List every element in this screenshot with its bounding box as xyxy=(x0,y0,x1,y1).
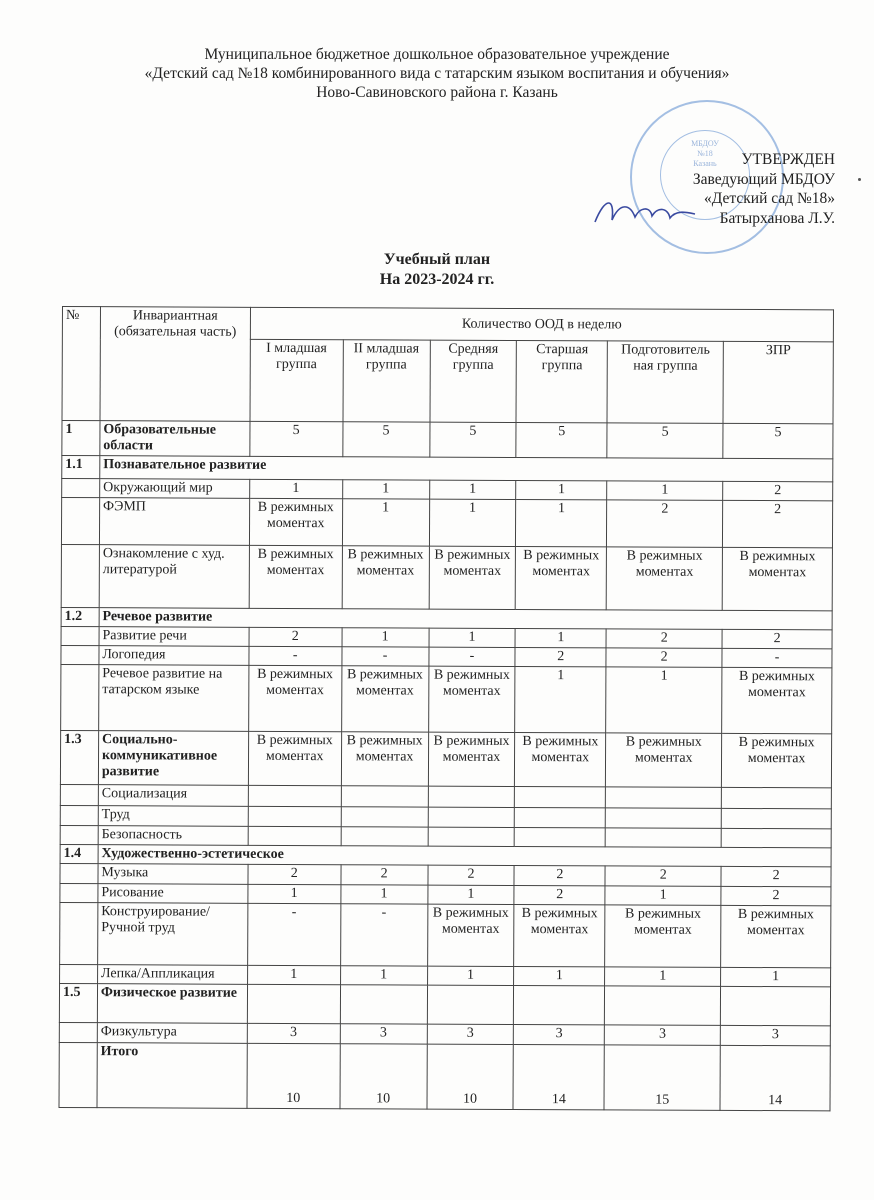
row-name: Физическое развитие xyxy=(97,984,247,1024)
row-value: 1 xyxy=(249,479,342,498)
institution-header xyxy=(0,45,874,102)
row-value: В режимных моментах xyxy=(249,545,342,608)
row-value xyxy=(247,984,340,1023)
row-value: 1 xyxy=(605,967,721,987)
row-value: 5 xyxy=(429,422,516,457)
row-name: Музыка xyxy=(98,864,248,885)
row-name: Образовательные области xyxy=(100,421,250,457)
row-value: 3 xyxy=(605,1025,721,1046)
row-value: 2 xyxy=(723,481,833,500)
row-value: 1 xyxy=(721,967,831,986)
row-name: Физкультура xyxy=(97,1023,247,1044)
row-value: В режимных моментах xyxy=(248,731,341,785)
row-name: Социализация xyxy=(98,785,248,807)
row-value xyxy=(514,985,605,1024)
row-value: 2 xyxy=(514,885,605,904)
row-value: 10 xyxy=(427,1044,514,1109)
row-value: 1 xyxy=(515,666,606,732)
row-number xyxy=(61,626,99,645)
row-value: 1 xyxy=(606,667,722,734)
row-value xyxy=(248,806,341,826)
col-header-group-4: Подготовитель ная группа xyxy=(607,341,723,424)
row-value: - xyxy=(428,647,515,666)
curriculum-table xyxy=(59,306,834,1111)
row-value: В режимных моментах xyxy=(722,733,832,787)
row-value: 5 xyxy=(342,422,429,457)
row-name: Безопасность xyxy=(98,826,248,846)
col-header-name: Инвариантная (обязательная часть) xyxy=(100,307,250,422)
row-value xyxy=(721,808,831,828)
col-header-group-2: Средняя группа xyxy=(430,340,517,422)
row-value: 1 xyxy=(515,628,606,647)
row-value: В режимных моментах xyxy=(429,546,516,609)
row-value: В режимных моментах xyxy=(514,904,605,966)
row-value xyxy=(605,828,721,848)
approval-line-1: УТВЕРЖДЕН xyxy=(741,151,835,168)
row-value: В режимных моментах xyxy=(427,904,514,966)
col-header-group-5: ЗПР xyxy=(723,341,833,423)
row-name: Художественно-эстетическое xyxy=(98,845,831,867)
header-line-3: Ново-Савиновского района г. Казань xyxy=(316,84,558,101)
row-value: В режимных моментах xyxy=(341,732,428,786)
row-value: В режимных моментах xyxy=(515,732,606,786)
row-value: 1 xyxy=(247,965,340,984)
row-value xyxy=(606,787,722,809)
col-header-group: Количество ООД в неделю xyxy=(250,307,833,342)
row-name: Ознакомление с худ. литературой xyxy=(99,545,249,609)
approval-line-3: «Детский сад №18» xyxy=(704,190,835,207)
table-row xyxy=(61,544,832,610)
row-value: 1 xyxy=(341,885,428,904)
row-value: 2 xyxy=(606,648,722,668)
row-number xyxy=(60,784,98,805)
row-value xyxy=(605,986,721,1026)
row-value: 10 xyxy=(340,1044,427,1109)
row-value: 2 xyxy=(605,866,721,887)
row-value: 2 xyxy=(514,865,605,885)
table-row xyxy=(59,1042,830,1110)
row-value: - xyxy=(722,648,832,667)
title-line-2: На 2023-2024 гг. xyxy=(379,271,495,288)
row-value xyxy=(515,786,606,807)
row-value xyxy=(427,985,514,1024)
row-value: В режимных моментах xyxy=(341,666,428,732)
row-value xyxy=(248,826,341,845)
row-value: В режимных моментах xyxy=(249,498,342,545)
row-value: 2 xyxy=(606,629,722,649)
row-value: В режимных моментах xyxy=(721,905,831,967)
row-value: 2 xyxy=(515,647,606,666)
row-value: 5 xyxy=(607,423,723,459)
row-name: Развитие речи xyxy=(99,627,249,647)
col-header-group-1: II младшая группа xyxy=(343,340,430,422)
row-value: 1 xyxy=(342,628,429,647)
row-value: - xyxy=(340,904,427,966)
col-header-group-3: Старшая группа xyxy=(516,340,607,422)
col-header-number: № xyxy=(62,307,100,421)
row-value: В режимных моментах xyxy=(606,547,722,611)
row-name: Познавательное развитие xyxy=(100,456,833,482)
row-number xyxy=(62,479,100,498)
row-value: 2 xyxy=(607,500,723,548)
row-value xyxy=(721,986,831,1025)
row-value: 1 xyxy=(340,966,427,985)
row-value xyxy=(248,785,341,806)
row-value: 14 xyxy=(513,1044,604,1109)
table-row xyxy=(61,498,832,548)
table-row xyxy=(60,730,831,787)
row-value: 1 xyxy=(427,966,514,985)
row-number xyxy=(60,964,98,983)
row-value: 15 xyxy=(604,1045,720,1111)
row-name: Труд xyxy=(98,806,248,827)
row-number: 1.3 xyxy=(60,730,98,784)
row-name: Речевое развитие xyxy=(99,608,832,630)
row-name: Конструирование/Ручной труд xyxy=(98,903,248,966)
row-value xyxy=(428,807,515,827)
row-value: - xyxy=(249,646,342,665)
row-value: В режимных моментах xyxy=(516,546,607,609)
row-value: 5 xyxy=(250,421,343,456)
row-value xyxy=(515,827,606,846)
row-value: 5 xyxy=(723,423,833,458)
row-value: В режимных моментах xyxy=(428,666,515,732)
document-title xyxy=(0,250,874,290)
row-value xyxy=(341,786,428,807)
row-name: ФЭМП xyxy=(99,498,249,546)
row-number: 1.5 xyxy=(59,983,97,1022)
col-header-group-0: I младшая группа xyxy=(250,339,343,421)
row-value: В режимных моментах xyxy=(606,733,722,788)
row-number xyxy=(59,1042,97,1107)
row-value: - xyxy=(247,903,340,965)
row-value: - xyxy=(342,647,429,666)
row-number xyxy=(61,544,99,607)
table-row xyxy=(62,456,833,482)
row-value: 5 xyxy=(516,422,607,457)
row-value: 3 xyxy=(427,1024,514,1044)
row-number xyxy=(60,825,98,844)
header-line-2: «Детский сад №18 комбинированного вида с татарским языком воспитания и обучения» xyxy=(144,65,730,82)
row-name: Лепка/Аппликация xyxy=(97,965,247,985)
row-value: 1 xyxy=(607,481,723,501)
table-row xyxy=(59,983,830,1025)
row-value: 14 xyxy=(720,1045,830,1110)
approval-block xyxy=(690,150,835,228)
row-value xyxy=(606,808,722,829)
row-number xyxy=(61,498,99,545)
row-value: 2 xyxy=(249,627,342,646)
row-value: 1 xyxy=(342,499,429,546)
row-name: Рисование xyxy=(98,884,248,904)
row-value: В режимных моментах xyxy=(342,546,429,609)
signature xyxy=(590,192,700,232)
row-name: Речевое развитие на татарском языке xyxy=(99,665,249,732)
row-value: 3 xyxy=(720,1025,830,1045)
row-value: 1 xyxy=(248,884,341,903)
row-value xyxy=(340,985,427,1024)
row-value: 1 xyxy=(429,499,516,546)
title-line-1: Учебный план xyxy=(383,251,491,268)
row-number xyxy=(61,645,99,664)
row-value: 3 xyxy=(247,1023,340,1043)
official-stamp: МБДОУ №18 Казань xyxy=(630,100,784,254)
row-value: 2 xyxy=(723,500,833,547)
row-value: 2 xyxy=(427,865,514,885)
row-value: 1 xyxy=(516,480,607,499)
row-name: Логопедия xyxy=(99,646,249,666)
row-number xyxy=(61,664,99,730)
row-value xyxy=(721,787,831,808)
row-name: Итого xyxy=(97,1043,247,1109)
row-name: Социально-коммуникативное развитие xyxy=(98,731,248,786)
row-number xyxy=(59,1022,97,1042)
row-value: 1 xyxy=(429,628,516,647)
row-value: 2 xyxy=(248,864,341,884)
scan-speck xyxy=(858,178,861,181)
row-value: 3 xyxy=(340,1024,427,1044)
row-number: 1.2 xyxy=(61,607,99,626)
row-name: Окружающий мир xyxy=(100,479,250,499)
table-row xyxy=(62,421,833,459)
row-value: 2 xyxy=(721,886,831,905)
row-value: В режимных моментах xyxy=(722,667,832,733)
row-value xyxy=(721,828,831,847)
row-value: 1 xyxy=(429,480,516,499)
row-value xyxy=(428,827,515,846)
row-value: 2 xyxy=(341,865,428,885)
row-value xyxy=(428,786,515,807)
row-value: 3 xyxy=(514,1024,605,1044)
row-number xyxy=(60,805,98,825)
approval-line-4: Батырханова Л.У. xyxy=(719,209,835,227)
row-number xyxy=(60,883,98,902)
row-value: В режимных моментах xyxy=(248,665,341,731)
row-number xyxy=(60,902,98,964)
row-value: В режимных моментах xyxy=(428,732,515,786)
row-number xyxy=(60,863,98,883)
row-value: 1 xyxy=(342,480,429,499)
approval-line-2: Заведующий МБДОУ xyxy=(692,170,835,188)
row-number: 1 xyxy=(62,421,100,456)
row-number: 1.4 xyxy=(60,844,98,863)
row-value: 1 xyxy=(516,499,607,546)
row-number: 1.1 xyxy=(62,456,100,479)
table-row xyxy=(60,902,831,967)
row-value: 10 xyxy=(247,1043,340,1108)
row-value: 1 xyxy=(514,966,605,985)
table-row xyxy=(61,664,832,733)
row-value xyxy=(341,807,428,827)
row-value: В режимных моментах xyxy=(722,547,832,610)
row-value: 1 xyxy=(605,886,721,906)
header-line-1: Муниципальное бюджетное дошкольное образовательное учреждение xyxy=(204,46,670,63)
row-value: 1 xyxy=(427,885,514,904)
row-value xyxy=(515,807,606,827)
row-value: 2 xyxy=(722,629,832,648)
row-value xyxy=(341,827,428,846)
row-value: 2 xyxy=(721,866,831,886)
row-value: В режимных моментах xyxy=(605,905,721,968)
